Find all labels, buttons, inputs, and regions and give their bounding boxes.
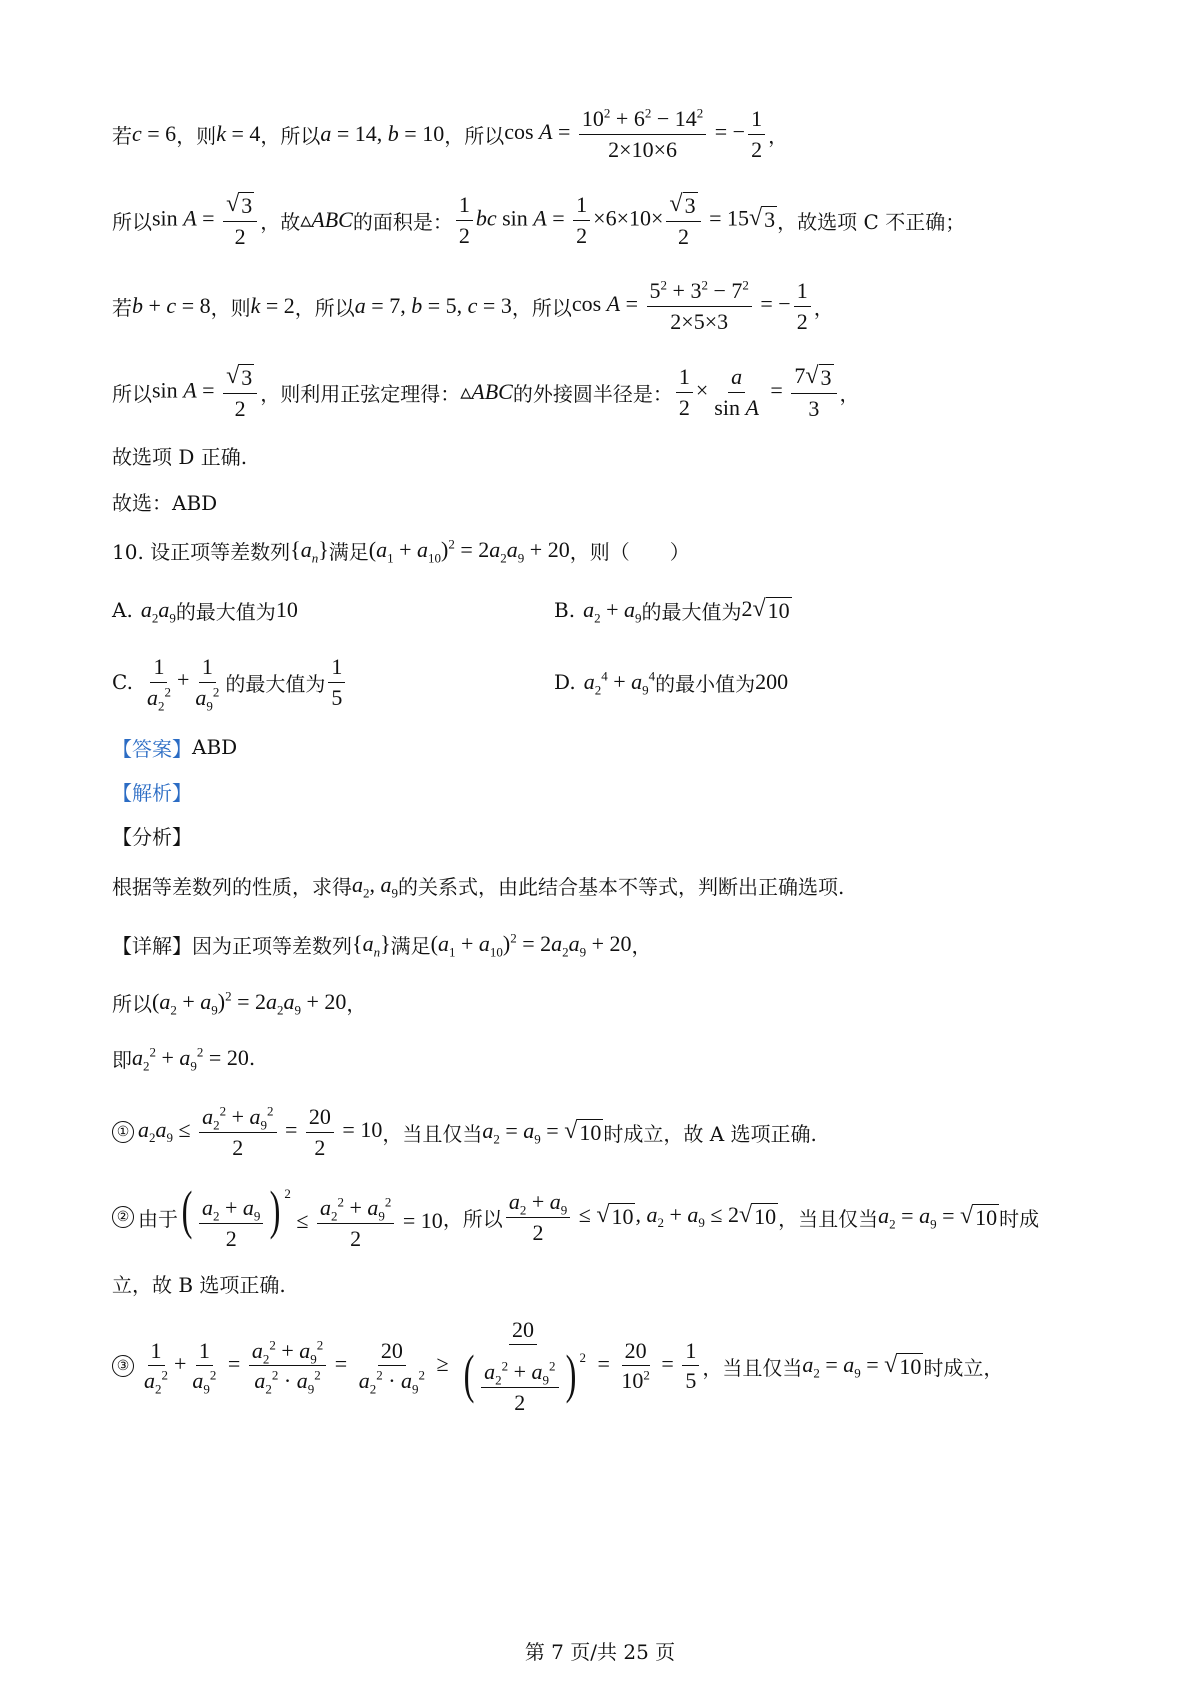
text: ，	[768, 123, 789, 148]
text: ，所以	[511, 295, 572, 320]
math: b + c = 8	[132, 293, 211, 318]
detail	[112, 926, 652, 962]
math: $\frac{1}{5}$	[325, 654, 348, 710]
option-c	[112, 652, 348, 712]
text: ，所以	[444, 123, 505, 148]
question-10	[112, 532, 690, 568]
text: 因为正项等差数列	[192, 933, 352, 958]
math: $\{a_n\}$	[290, 537, 329, 566]
math: cos A = $\frac{10^2 + 6^2 - 14^2}{2\times 10\times 6}$ = − $\frac{1}{2}$	[504, 106, 768, 162]
math: ▵ABC	[300, 207, 353, 232]
text: 的最大值为	[175, 599, 276, 624]
math: $a_2a_9$ ≤ $\frac{a_2^2 + a_9^2}{2}$ = $\frac{20}{2}$ = 10	[138, 1103, 383, 1160]
math: $(a_1 + a_{10})^2 = 2a_2a_9 + 20$	[368, 536, 570, 566]
option-label: A.	[112, 598, 133, 622]
line-1	[112, 104, 788, 164]
text: ，所以	[442, 1206, 503, 1231]
text: 若	[112, 123, 132, 148]
math: $(a_2 + a_9)^2 = 2a_2a_9 + 20$	[152, 988, 347, 1018]
math: $a_2 = a_9$ = √ 10	[878, 1202, 998, 1232]
text: 所以	[112, 209, 152, 234]
math: $\frac{1}{2}$ × $\frac{a}{\text{sin A}}$ = 7 √ 3 3	[673, 363, 840, 422]
math: $\frac{1}{2}$ bc sin A = $\frac{1}{2}$ ×6×10× √ 3 2 = 15 √ 3	[453, 191, 777, 250]
text: 故选：ABD	[112, 490, 218, 515]
math: sin A = √ 3 2	[152, 191, 260, 250]
answer-tag: 【答案】	[112, 736, 192, 761]
math: ▵ABC	[460, 379, 513, 404]
option-a	[112, 592, 298, 628]
math: k = 4	[216, 121, 261, 146]
line-3	[112, 276, 834, 336]
math: $a_2 + a_9$	[583, 597, 642, 626]
text: 故选项 D 正确.	[112, 444, 248, 469]
option-d	[554, 662, 788, 702]
text: ，	[631, 933, 652, 958]
math: $\{a_n\}$	[352, 931, 391, 960]
case-2-cont	[112, 1268, 286, 1298]
text: 即	[112, 1047, 132, 1072]
math: $\frac{1}{a_2^2}$ + $\frac{1}{a_9^2}$	[146, 654, 220, 713]
step-2	[112, 1040, 255, 1076]
text: 若	[112, 295, 132, 320]
text: ，当且仅当	[778, 1206, 879, 1231]
option-label: B.	[554, 598, 576, 622]
text: 立，故 B 选项正确.	[112, 1272, 286, 1297]
text: 由于	[138, 1206, 178, 1231]
circled-number: ③	[112, 1355, 134, 1377]
math: 200	[755, 669, 789, 694]
step-1	[112, 984, 366, 1020]
text: 的最大值为	[641, 599, 742, 624]
math: 2 √ 10	[741, 595, 790, 623]
text: ，则（ ）	[569, 539, 690, 564]
text: 的外接圆半径是：	[512, 381, 673, 406]
text: 的关系式，由此结合基本不等式，判断出正确选项.	[398, 874, 845, 899]
option-label: D.	[554, 670, 576, 694]
text: 时成立，	[923, 1355, 1004, 1380]
text: 的最小值为	[655, 671, 756, 696]
text: 的面积是：	[352, 209, 453, 234]
option-label: C.	[112, 670, 133, 694]
text: 根据等差数列的性质，求得	[112, 874, 352, 899]
text: 【解析】	[112, 780, 192, 805]
case-1	[112, 1102, 817, 1162]
text: 满足	[328, 539, 369, 564]
text: ，	[839, 381, 860, 406]
page-footer: 第 7 页/共 25 页	[524, 1640, 676, 1664]
math: sin A = √ 3 2	[152, 363, 260, 422]
text: ，则	[210, 295, 251, 320]
text: 时成	[999, 1206, 1040, 1231]
math: $\frac{1}{a_2^2}$ + $\frac{1}{a_9^2}$ = $\frac{a_2^2 + a_9^2}{a_2^2 \cdot a_9^2}$ = $\frac{20}{a_2^2 \cdot a_9^2}$ ≥ 20 ( $\frac{a_2^2 + a_9^2}{2}$ ) $^2$ = $\frac{20}{10^2}$ = $\frac{1}{5}$	[138, 1317, 702, 1415]
math: a = 14, b = 10	[320, 121, 445, 146]
math: a = 7, b = 5, c = 3	[354, 293, 512, 318]
text: ，则	[176, 123, 217, 148]
math: $a_2^2 + a_9^2 = 20$	[132, 1044, 249, 1074]
analysis-tag	[112, 776, 192, 806]
case-2	[112, 1182, 1039, 1252]
text: 【分析】	[112, 824, 192, 849]
line-6	[112, 486, 217, 516]
math: ( $\frac{a_2 + a_9}{2}$ ) $^2$ ≤ $\frac{a_2^2 + a_9^2}{2}$ = 10	[181, 1180, 443, 1251]
text: ，当且仅当	[702, 1355, 803, 1380]
line-4	[112, 362, 860, 422]
line-2	[112, 190, 965, 250]
math: $a_2$, $a_9$	[352, 872, 398, 901]
math: k = 2	[250, 293, 295, 318]
text: 所以	[112, 381, 152, 406]
math: $\frac{a_2 + a_9}{2}$ ≤ √ 10 , $a_2 + a_9 \le 2$ √ 10	[503, 1189, 778, 1245]
math: $a_2 = a_9$ = √ 10	[482, 1117, 602, 1147]
text: ，当且仅当	[382, 1121, 483, 1146]
text: 满足	[390, 933, 431, 958]
text: ，所以	[260, 123, 321, 148]
math: 10	[275, 597, 298, 622]
option-b	[554, 592, 792, 628]
text: 所以	[112, 991, 152, 1016]
math: $(a_1 + a_{10})^2 = 2a_2a_9 + 20$	[430, 930, 632, 960]
text: ，所以	[294, 295, 355, 320]
math: c = 6	[132, 121, 177, 146]
answer-value: ABD	[192, 735, 238, 759]
circled-number: ①	[112, 1121, 134, 1143]
case-3	[112, 1316, 1003, 1416]
text: 【详解】	[112, 933, 192, 958]
text: ，	[813, 295, 834, 320]
text: 10. 设正项等差数列	[112, 539, 291, 564]
line-5	[112, 440, 247, 470]
answer	[112, 732, 237, 762]
fenxi-text	[112, 868, 844, 902]
math: $a_2a_9$	[140, 597, 176, 626]
math: $a_2 = a_9$ = √ 10	[802, 1351, 922, 1381]
circled-number: ②	[112, 1206, 134, 1228]
text: ，则利用正弦定理得：	[260, 381, 461, 406]
text: 的最大值为	[225, 671, 326, 696]
text: ，故选项 C 不正确；	[777, 209, 966, 234]
math: cos A = $\frac{5^2 + 3^2 - 7^2}{2\times 5\times 3}$ = − $\frac{1}{2}$	[572, 278, 814, 334]
text: .	[248, 1046, 256, 1070]
text: 时成立，故 A 选项正确.	[603, 1121, 817, 1146]
fenxi-tag	[112, 820, 192, 850]
text: ，	[346, 991, 367, 1016]
math: $a_2^4 + a_9^4$	[583, 668, 656, 698]
text: ，故	[260, 209, 301, 234]
